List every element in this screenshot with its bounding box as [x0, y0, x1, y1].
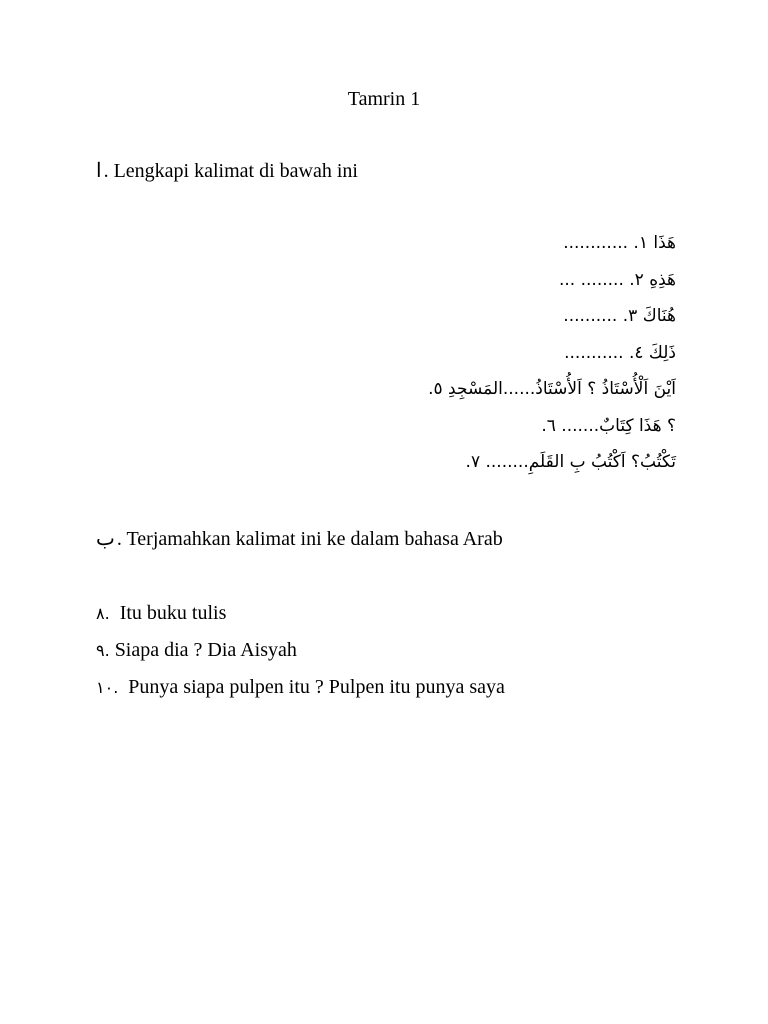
page-title: Tamrin 1 [347, 88, 421, 110]
translation-exercise-list [96, 600, 505, 711]
section-a-marker: ا [96, 160, 102, 182]
item-number: ١٠. [96, 678, 119, 697]
item-number: ٨. [96, 604, 110, 623]
arabic-exercise-item-7: تَكْتُبُ؟ اَكْتُبُ بِ القَلَمِ........ ٧. [465, 452, 676, 472]
translation-item-10 [96, 674, 505, 711]
translation-item-9 [96, 637, 505, 674]
section-b-marker: ب [96, 528, 115, 550]
section-b-heading [96, 526, 503, 551]
arabic-exercise-item-3: هُنَاكَ ٣. .......... [563, 306, 676, 326]
section-a-heading [96, 158, 358, 183]
arabic-exercise-item-4: ذَلِكَ ٤. ........... [564, 342, 676, 363]
arabic-exercise-list [116, 228, 676, 484]
arabic-exercise-item-5: اَيْنَ اَلْأُسْتَاذُ ؟ اَلأُسْتَاذُ......المَسْجِدِ ٥. [428, 379, 676, 399]
item-text: Itu buku tulis [109, 602, 227, 624]
arabic-exercise-item-6: ؟ هَذَا كِتَابٌ....... ٦. [541, 415, 676, 436]
item-number: ٩. [96, 641, 110, 660]
arabic-exercise-item-1: هَذَا ١. ............ [563, 233, 676, 253]
translation-item-8 [96, 600, 505, 637]
section-a-heading-text: . Lengkapi kalimat di bawah ini [103, 160, 358, 182]
item-text: Siapa dia ? Dia Aisyah [109, 639, 297, 661]
section-b-heading-text: . Terjamahkan kalimat ini ke dalam bahasa Arab [116, 528, 503, 550]
item-text: Punya siapa pulpen itu ? Pulpen itu punya saya [118, 676, 505, 698]
arabic-exercise-item-2: هَذِهِ ٢. ........ ... [559, 269, 676, 290]
